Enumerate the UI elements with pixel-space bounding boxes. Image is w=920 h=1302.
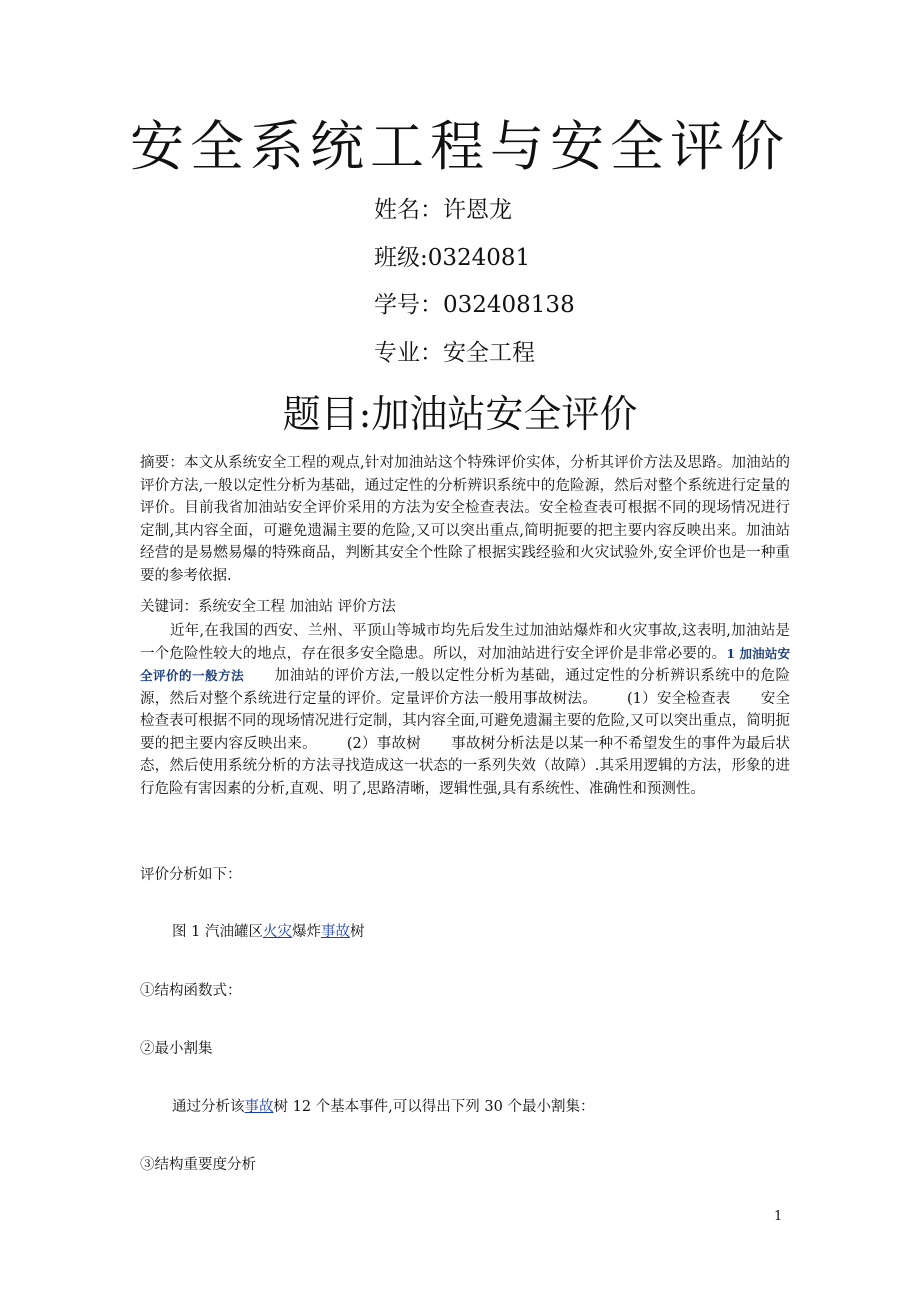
abstract: 摘要：本文从系统安全工程的观点,针对加油站这个特殊评价实体，分析其评价方法及思路。加油站的评价方法,一般以定性分析为基础，通过定性的分析辨识系统中的危险源，然后对整个系统进行定量的评价。目前我省加油站安全评价采用的方法为安全检查表法。安全检查表可根据不同的现场情况进行定制,其内容全面，可避免遗漏主要的危险,又可以突出重点,简明扼要的把主要内容反映出来。加油站经营的是易燃易爆的特殊商品，判断其安全个性除了根据实践经验和火灾试验外,安全评价也是一种重要的参考依据.: [140, 455, 790, 584]
paper-topic: 题目:加油站安全评价: [282, 392, 638, 436]
student-major: 专业：安全工程: [374, 340, 535, 366]
item1-text: 安全检查表可根据不同的现场情况进行定制，其内容全面,可避免遗漏主要的危险,又可以突出重点，简明扼要的把主要内容反映出来。: [140, 690, 791, 752]
section-heading: 1 加油站安全评价的一般方法: [140, 645, 790, 683]
student-name: 姓名：许恩龙: [374, 197, 512, 223]
keywords: 关键词：系统安全工程 加油站 评价方法: [140, 599, 396, 615]
caption-prefix: 图 1 汽油罐区: [172, 924, 263, 940]
student-class: 班级:0324081: [374, 245, 531, 271]
figure-caption: [172, 921, 364, 943]
accident-tree-link[interactable]: 事故: [244, 1099, 274, 1115]
body-paragraph: [140, 620, 790, 800]
page-number: 1: [774, 1209, 783, 1224]
intro-text: 近年,在我国的西安、兰州、平顶山等城市均先后发生过加油站爆炸和火灾事故,这表明,加油站是一个危险性较大的地点，存在很多安全隐患。所以，对加油站进行安全评价是非常必要的。: [140, 623, 790, 662]
item1-title: (1）安全检查表: [626, 690, 731, 707]
caption-suffix: 树: [349, 924, 365, 940]
analysis-label: 评价分析如下：: [140, 867, 242, 883]
caption-mid: 爆炸: [291, 924, 321, 940]
student-id: 学号：032408138: [374, 292, 575, 318]
cut-set-prefix: 通过分析该: [172, 1099, 245, 1115]
structural-importance-heading: ③结构重要度分析: [140, 1157, 256, 1173]
structure-function-heading: ①结构函数式：: [140, 983, 242, 999]
cut-set-description: [172, 1096, 594, 1118]
cut-set-suffix: 树 12 个基本事件,可以得出下列 30 个最小割集：: [273, 1099, 595, 1115]
accident-link[interactable]: 事故: [320, 924, 350, 940]
document-title: 安全系统工程与安全评价: [130, 115, 790, 178]
min-cut-sets-heading: ②最小割集: [140, 1041, 213, 1057]
fire-link[interactable]: 火灾: [262, 924, 292, 940]
item2-text: 事故树分析法是以某一种不希望发生的事件为最后状态，然后使用系统分析的方法寻找造成这一状态的一系列失效（故障）.其采用逻辑的方法，形象的进行危险有害因素的分析,直观、明了,思路清晰，逻辑性强,具有系统性、准确性和预测性。: [140, 735, 791, 797]
item2-title: (2）事故树: [346, 735, 421, 752]
general-method-text: 加油站的评价方法,一般以定性分析为基础，通过定性的分析辨识系统中的危险源，然后对整个系统进行定量的评价。定量评价方法一般用事故树法。: [140, 668, 790, 707]
